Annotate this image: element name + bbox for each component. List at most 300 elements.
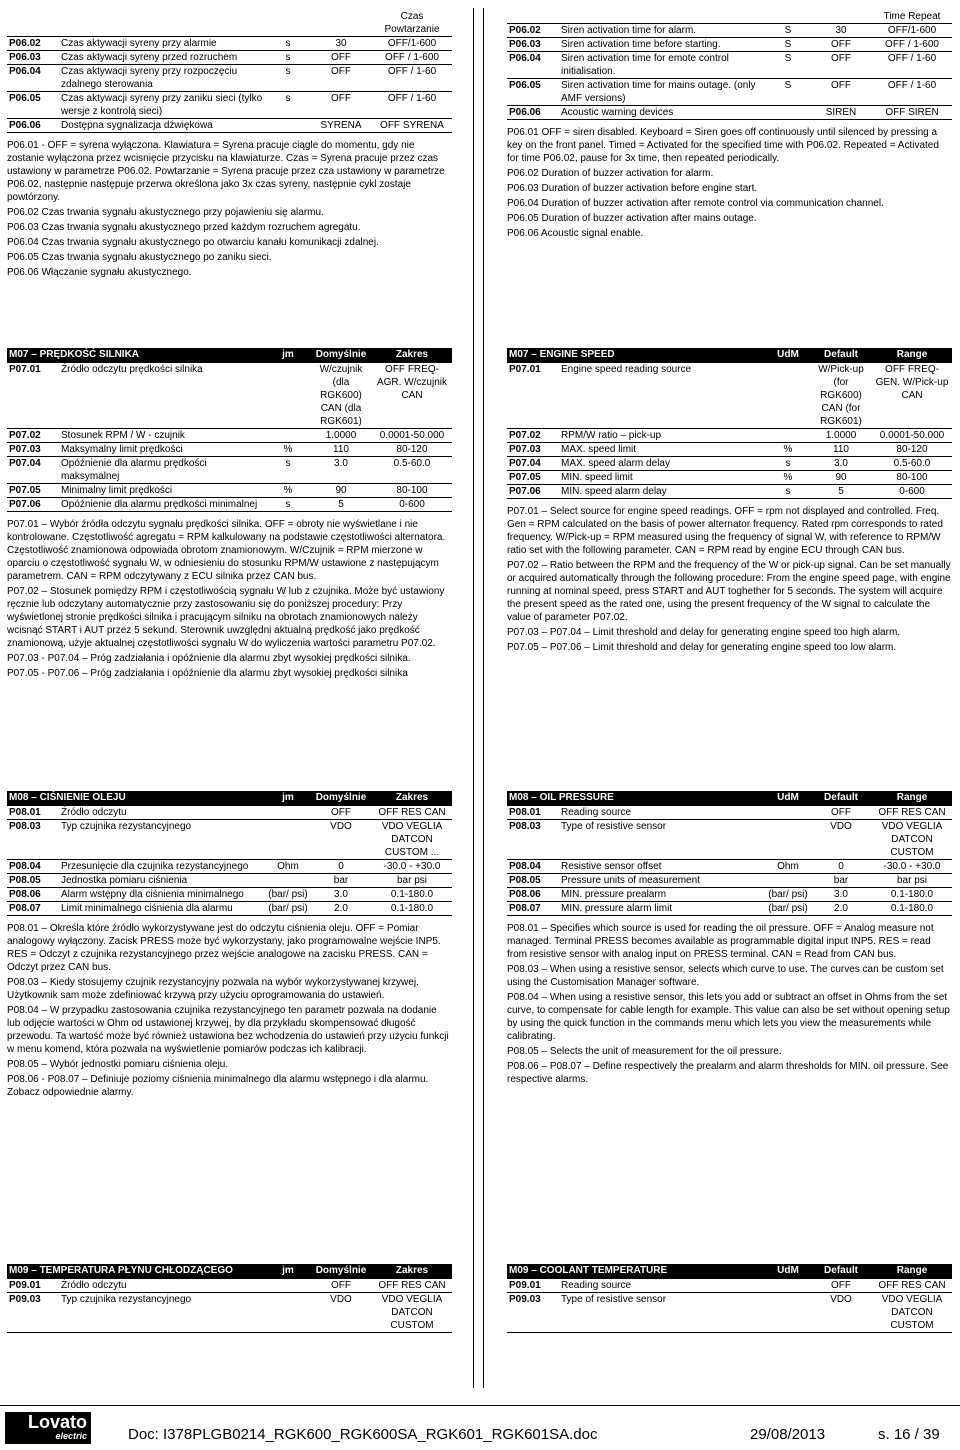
- parameter-code: P08.05: [7, 874, 59, 888]
- default-column-header: Default: [810, 791, 872, 806]
- parameter-unit: Ohm: [266, 860, 310, 874]
- parameter-range: -30.0 - +30.0: [372, 860, 452, 874]
- parameter-table: [7, 1264, 452, 1333]
- parameter-range: 0.1-180.0: [372, 902, 452, 916]
- repeat-column-label: Time Repeat: [872, 10, 952, 24]
- parameter-default: VDO: [810, 1293, 872, 1333]
- note-paragraph: P06.06 Acoustic signal enable.: [507, 228, 644, 239]
- parameter-description: Reading source: [559, 1279, 766, 1293]
- parameter-range: OFF FREQ-AGR. W/czujnik CAN: [372, 363, 452, 429]
- table-row: [7, 820, 452, 860]
- note-paragraph: P06.02 Czas trwania sygnału akustycznego przy pojawieniu się alarmu.: [7, 207, 324, 218]
- m07-section: [507, 348, 952, 654]
- parameter-default: 90: [310, 484, 372, 498]
- parameter-description: Pressure units of measurement: [559, 874, 766, 888]
- parameter-default: OFF: [810, 1279, 872, 1293]
- parameter-description: Czas aktywacji syreny przy alarmie: [59, 37, 266, 51]
- parameter-unit: [266, 1279, 310, 1293]
- parameter-code: P06.05: [7, 92, 59, 119]
- parameter-description: Dostępna sygnalizacja dźwiękowa: [59, 119, 266, 133]
- parameter-default: 2.0: [310, 902, 372, 916]
- table-row: [7, 860, 452, 874]
- parameter-range: OFF / 1-600: [872, 38, 952, 52]
- parameter-unit: [766, 874, 810, 888]
- parameter-range: OFF RES CAN: [872, 1279, 952, 1293]
- parameter-unit: %: [266, 484, 310, 498]
- parameter-code: P08.03: [7, 820, 59, 860]
- section-title: M08 – CIŚNIENIE OLEJU: [7, 791, 266, 806]
- parameter-unit: S: [766, 79, 810, 106]
- parameter-table: [507, 1264, 952, 1333]
- note-paragraph: P06.04 Czas trwania sygnału akustycznego po otwarciu kanału komunikacji zdalnej.: [7, 237, 379, 248]
- parameter-code: P06.02: [7, 37, 59, 51]
- parameter-code: P07.05: [7, 484, 59, 498]
- parameter-code: P06.04: [7, 65, 59, 92]
- parameter-range: VDO VEGLIA DATCON CUSTOM: [372, 1293, 452, 1333]
- parameter-unit: %: [766, 443, 810, 457]
- parameter-code: P06.04: [507, 52, 559, 79]
- note-paragraph: P06.03 Duration of buzzer activation before engine start.: [507, 183, 758, 194]
- parameter-code: P08.04: [7, 860, 59, 874]
- parameter-code: P07.05: [507, 471, 559, 485]
- parameter-table: [507, 791, 952, 916]
- parameter-default: OFF: [810, 806, 872, 820]
- parameter-unit: Ohm: [766, 860, 810, 874]
- parameter-description: Engine speed reading source: [559, 363, 766, 429]
- table-row: [7, 1279, 452, 1293]
- parameter-description: Czas aktywacji syreny przy rozpoczęciu zdalnego sterowania: [59, 65, 266, 92]
- table-row: [7, 498, 452, 512]
- parameter-unit: [266, 806, 310, 820]
- parameter-description: Czas aktywacji syreny przed rozruchem: [59, 51, 266, 65]
- parameter-code: P08.01: [7, 806, 59, 820]
- parameter-range: OFF / 1-600: [372, 51, 452, 65]
- header-spacer: [507, 10, 872, 24]
- parameter-description: Acoustic warning devices: [559, 106, 766, 120]
- note-paragraph: P06.02 Duration of buzzer activation for alarm.: [507, 168, 714, 179]
- parameter-unit: [266, 363, 310, 429]
- parameter-unit: (bar/ psi): [766, 902, 810, 916]
- parameter-description: Siren activation time before starting.: [559, 38, 766, 52]
- table-row: [507, 24, 952, 38]
- parameter-range: 0.1-180.0: [872, 888, 952, 902]
- note-paragraph: P08.04 – W przypadku zastosowania czujnika rezystancyjnego ten parametr pozwala na dodanie lub odjęcie wartości w Ohm od ustawionej krzywej, by dla przykładu skompensować długość przewodu. Ta wartość może być również ustawiona bez wchodzenia do ustawień przy użyciu funkcji w menu komend, która pozwala na wyświetlenie pomiarów podczas ich kalibracji.: [7, 1005, 449, 1055]
- parameter-code: P09.01: [7, 1279, 59, 1293]
- table-header-row: [7, 348, 452, 363]
- parameter-default: 3.0: [310, 888, 372, 902]
- parameter-notes: [7, 518, 452, 680]
- default-column-header: Default: [810, 348, 872, 363]
- parameter-range: OFF / 1-60: [872, 79, 952, 106]
- parameter-unit: s: [266, 457, 310, 484]
- parameter-range: OFF RES CAN: [372, 806, 452, 820]
- parameter-description: Type of resistive sensor: [559, 820, 766, 860]
- repeat-column-label: Czas Powtarzanie: [372, 10, 452, 37]
- parameter-code: P09.01: [507, 1279, 559, 1293]
- note-paragraph: P08.01 – Określa które źródło wykorzystywane jest do odczytu ciśnienia oleju. OFF = Pomiar analogowy wyłączony. Zacisk PRESS może być wykorzystany, jako programowalne wejście INP5. RES = Odczyt z czujnika rezystancyjnego przez wejście analogowe na zacisku PRESS. CAN = Odczyt przez CAN bus.: [7, 923, 441, 973]
- parameter-unit: [766, 820, 810, 860]
- parameter-unit: (bar/ psi): [266, 888, 310, 902]
- parameter-description: Typ czujnika rezystancyjnego: [59, 820, 266, 860]
- parameter-range: 0.0001-50.000: [372, 429, 452, 443]
- parameter-unit: %: [266, 443, 310, 457]
- parameter-unit: S: [766, 24, 810, 38]
- table-row: [7, 457, 452, 484]
- parameter-range: bar psi: [372, 874, 452, 888]
- parameter-description: Siren activation time for alarm.: [559, 24, 766, 38]
- parameter-unit: s: [766, 485, 810, 499]
- parameter-code: P08.01: [507, 806, 559, 820]
- note-paragraph: P07.01 – Select source for engine speed readings. OFF = rpm not displayed and controlled. Freq. Gen = RPM calculated on the basis of power alternator frequency. Rated rpm corresponds to rated frequency. W/Pick-up = RPM measured using the frequency of signal W, with reference to RPM/W ratio set with the following parameter. CAN = RPM read by engine ECU through CAN bus.: [507, 506, 943, 556]
- default-column-header: Domyślnie: [310, 1264, 372, 1279]
- note-paragraph: P08.03 – When using a resistive sensor, selects which curve to use. The curves can be custom set using the Customisation Manager software.: [507, 964, 944, 988]
- range-column-header: Zakres: [372, 348, 452, 363]
- unit-column-header: jm: [266, 1264, 310, 1279]
- parameter-description: Reading source: [559, 806, 766, 820]
- table-row: [507, 429, 952, 443]
- parameter-default: bar: [810, 874, 872, 888]
- table-row: [507, 106, 952, 120]
- parameter-code: P06.05: [507, 79, 559, 106]
- parameter-code: P06.06: [7, 119, 59, 133]
- parameter-default: 30: [810, 24, 872, 38]
- note-paragraph: P07.03 – P07.04 – Limit threshold and delay for generating engine speed too high alarm.: [507, 627, 901, 638]
- parameter-range: -30.0 - +30.0: [872, 860, 952, 874]
- p06-section: [7, 10, 452, 279]
- parameter-unit: %: [766, 471, 810, 485]
- parameter-description: Siren activation time for mains outage. (only AMF versions): [559, 79, 766, 106]
- parameter-range: OFF RES CAN: [372, 1279, 452, 1293]
- parameter-default: 30: [310, 37, 372, 51]
- parameter-table: [7, 791, 452, 916]
- default-column-header: Default: [810, 1264, 872, 1279]
- parameter-default: 1.0000: [310, 429, 372, 443]
- note-paragraph: P08.05 – Selects the unit of measurement for the oil pressure.: [507, 1046, 782, 1057]
- parameter-unit: S: [766, 52, 810, 79]
- parameter-range: OFF/1-600: [372, 37, 452, 51]
- range-column-header: Zakres: [372, 791, 452, 806]
- note-paragraph: P06.03 Czas trwania sygnału akustycznego przed każdym rozruchem agregatu.: [7, 222, 361, 233]
- parameter-unit: [766, 106, 810, 120]
- parameter-description: Źródło odczytu: [59, 1279, 266, 1293]
- table-row: [7, 363, 452, 429]
- parameter-unit: S: [766, 38, 810, 52]
- parameter-notes: [7, 139, 452, 279]
- range-column-header: Range: [872, 791, 952, 806]
- table-row: [7, 443, 452, 457]
- table-row: [507, 888, 952, 902]
- parameter-unit: s: [266, 498, 310, 512]
- note-paragraph: P06.04 Duration of buzzer activation after remote control via communication channel.: [507, 198, 884, 209]
- unit-column-header: jm: [266, 791, 310, 806]
- parameter-unit: s: [266, 65, 310, 92]
- parameter-default: 0: [810, 860, 872, 874]
- page-footer: [0, 1405, 960, 1450]
- table-row: [507, 52, 952, 79]
- section-title: M08 – OIL PRESSURE: [507, 791, 766, 806]
- note-paragraph: P06.05 Czas trwania sygnału akustycznego po zaniku sieci.: [7, 252, 272, 263]
- parameter-default: OFF: [310, 51, 372, 65]
- parameter-notes: [507, 126, 952, 240]
- parameter-code: P08.04: [507, 860, 559, 874]
- header-spacer: [7, 10, 372, 37]
- table-header-row: [507, 10, 952, 24]
- parameter-description: Jednostka pomiaru ciśnienia: [59, 874, 266, 888]
- parameter-table: [507, 10, 952, 120]
- table-row: [7, 92, 452, 119]
- parameter-range: VDO VEGLIA DATCON CUSTOM: [872, 1293, 952, 1333]
- parameter-code: P07.03: [7, 443, 59, 457]
- table-row: [507, 79, 952, 106]
- parameter-code: P07.02: [7, 429, 59, 443]
- table-row: [7, 806, 452, 820]
- table-row: [507, 471, 952, 485]
- unit-column-header: jm: [266, 348, 310, 363]
- table-row: [7, 51, 452, 65]
- table-header-row: [7, 1264, 452, 1279]
- parameter-default: SIREN: [810, 106, 872, 120]
- parameter-default: VDO: [810, 820, 872, 860]
- table-header-row: [7, 10, 452, 37]
- parameter-range: OFF/1-600: [872, 24, 952, 38]
- parameter-default: OFF: [810, 52, 872, 79]
- parameter-range: 0.1-180.0: [872, 902, 952, 916]
- table-row: [7, 119, 452, 133]
- parameter-unit: s: [766, 457, 810, 471]
- parameter-unit: (bar/ psi): [266, 902, 310, 916]
- parameter-code: P06.03: [507, 38, 559, 52]
- parameter-code: P09.03: [507, 1293, 559, 1333]
- parameter-default: OFF: [810, 38, 872, 52]
- range-column-header: Zakres: [372, 1264, 452, 1279]
- parameter-description: MIN. speed limit: [559, 471, 766, 485]
- parameter-description: Alarm wstępny dla ciśnienia minimalnego: [59, 888, 266, 902]
- parameter-description: Czas aktywacji syreny przy zaniku sieci (tylko wersje z kontrolą sieci): [59, 92, 266, 119]
- table-row: [507, 860, 952, 874]
- table-row: [507, 1293, 952, 1333]
- parameter-code: P07.03: [507, 443, 559, 457]
- unit-column-header: UdM: [766, 1264, 810, 1279]
- parameter-description: Źródło odczytu prędkości silnika: [59, 363, 266, 429]
- note-paragraph: P07.01 – Wybór źródła odczytu sygnału prędkości silnika. OFF = obroty nie wyświetlane i nie kontrolowane. Częstotliwość agregatu = RPM kalkulowany na podstawie częstotliwości alternatora. Częstotliwość znamionowa odpowiada obrotom znamionowym. W/Czujnik = RPM mierzone w oparciu o częstotliwość sygnału W, w odniesieniu do stosunku RPM/W ustawione z następującym parametrem. CAN = RPM odczytywany z ECU silnika przez CAN bus.: [7, 519, 446, 582]
- table-header-row: [507, 1264, 952, 1279]
- table-header-row: [507, 791, 952, 806]
- note-paragraph: P08.06 - P08.07 – Definiuje poziomy ciśnienia minimalnego dla alarmu wstępnego i dla alarmu. Zobacz odpowiednie alarmy.: [7, 1074, 429, 1098]
- table-header-row: [7, 791, 452, 806]
- parameter-description: MAX. speed alarm delay: [559, 457, 766, 471]
- table-row: [507, 874, 952, 888]
- parameter-default: 90: [810, 471, 872, 485]
- parameter-default: 3.0: [810, 888, 872, 902]
- parameter-table: [507, 348, 952, 499]
- parameter-description: Źródło odczytu: [59, 806, 266, 820]
- table-row: [507, 1279, 952, 1293]
- parameter-unit: (bar/ psi): [766, 888, 810, 902]
- parameter-description: RPM/W ratio – pick-up: [559, 429, 766, 443]
- parameter-table: [7, 348, 452, 512]
- note-paragraph: P08.06 – P08.07 – Define respectively the prealarm and alarm thresholds for MIN. oil pressure. See respective alarms.: [507, 1061, 949, 1085]
- parameter-default: 3.0: [810, 457, 872, 471]
- parameter-default: 2.0: [810, 902, 872, 916]
- parameter-unit: [766, 429, 810, 443]
- parameter-code: P07.04: [7, 457, 59, 484]
- parameter-description: Opóźnienie dla alarmu prędkości minimalnej: [59, 498, 266, 512]
- parameter-range: 80-120: [372, 443, 452, 457]
- unit-column-header: UdM: [766, 791, 810, 806]
- parameter-default: W/Pick-up (for RGK600) CAN (for RGK601): [810, 363, 872, 429]
- parameter-description: Przesunięcie dla czujnika rezystancyjnego: [59, 860, 266, 874]
- parameter-description: Limit minimalnego ciśnienia dla alarmu: [59, 902, 266, 916]
- parameter-code: P08.07: [507, 902, 559, 916]
- table-row: [507, 38, 952, 52]
- parameter-default: OFF: [810, 79, 872, 106]
- note-paragraph: P08.05 – Wybór jednostki pomiaru ciśnienia oleju.: [7, 1059, 229, 1070]
- parameter-code: P06.03: [7, 51, 59, 65]
- parameter-range: 0.1-180.0: [372, 888, 452, 902]
- parameter-default: OFF: [310, 65, 372, 92]
- parameter-unit: [266, 429, 310, 443]
- parameter-unit: s: [266, 51, 310, 65]
- parameter-default: 5: [310, 498, 372, 512]
- note-paragraph: P08.03 – Kiedy stosujemy czujnik rezystancyjny pozwala na wybór wykorzystywanej krzywej. Użytkownik sam może zdefiniować krzywą przy użyciu oprogramowania do ustawień.: [7, 977, 419, 1001]
- parameter-unit: [266, 874, 310, 888]
- document-name: Doc: I378PLGB0214_RGK600_RGK600SA_RGK601_RGK601SA.doc: [128, 1426, 598, 1443]
- parameter-default: OFF: [310, 806, 372, 820]
- section-title: M07 – PRĘDKOŚĆ SILNIKA: [7, 348, 266, 363]
- table-row: [507, 443, 952, 457]
- parameter-notes: [507, 505, 952, 654]
- parameter-unit: s: [266, 37, 310, 51]
- table-header-row: [507, 348, 952, 363]
- parameter-description: Maksymalny limit prędkości: [59, 443, 266, 457]
- table-row: [507, 485, 952, 499]
- parameter-description: MIN. pressure prealarm: [559, 888, 766, 902]
- table-row: [507, 457, 952, 471]
- parameter-range: 0-600: [372, 498, 452, 512]
- parameter-table: [7, 10, 452, 133]
- parameter-description: Minimalny limit prędkości: [59, 484, 266, 498]
- parameter-description: Typ czujnika rezystancyjnego: [59, 1293, 266, 1333]
- parameter-unit: [266, 1293, 310, 1333]
- parameter-range: 0.5-60.0: [372, 457, 452, 484]
- parameter-code: P06.02: [507, 24, 559, 38]
- parameter-range: OFF SYRENA: [372, 119, 452, 133]
- parameter-default: 1.0000: [810, 429, 872, 443]
- note-paragraph: P07.05 – P07.06 – Limit threshold and delay for generating engine speed too low alarm.: [507, 642, 897, 653]
- parameter-range: OFF SIREN: [872, 106, 952, 120]
- section-title: M07 – ENGINE SPEED: [507, 348, 766, 363]
- parameter-description: Siren activation time for emote control initialisation.: [559, 52, 766, 79]
- table-row: [7, 429, 452, 443]
- parameter-description: Resistive sensor offset: [559, 860, 766, 874]
- parameter-code: P07.04: [507, 457, 559, 471]
- note-paragraph: P06.01 - OFF = syrena wyłączona. Klawiatura = Syrena pracuje ciągle do momentu, gdy nie zostanie wyłączona przez wcisnięcie przycisku na klawiaturze. Czas = Syrena pracuje przez czas ustawiony w parametrze P06.02. Powtarzanie = Syrena pracuje przez cza ustawiony w parametrze P06.02, następnie następuje przerwa określona jako 3x czas syreny, następnie cykl zostaje powtórzony.: [7, 140, 445, 203]
- table-row: [7, 874, 452, 888]
- column-divider: [473, 8, 474, 1388]
- parameter-default: 0: [310, 860, 372, 874]
- parameter-code: P08.06: [507, 888, 559, 902]
- parameter-range: bar psi: [872, 874, 952, 888]
- note-paragraph: P07.05 - P07.06 – Próg zadziałania i opóźnienie dla alarmu zbyt wysokiej prędkości silnika: [7, 668, 408, 679]
- parameter-code: P06.06: [507, 106, 559, 120]
- section-title: M09 – COOLANT TEMPERATURE: [507, 1264, 766, 1279]
- unit-column-header: UdM: [766, 348, 810, 363]
- parameter-range: 80-100: [372, 484, 452, 498]
- note-paragraph: P06.01 OFF = siren disabled. Keyboard = Siren goes off continuously until silenced by pressing a key on the front panel. Timed = Activated for the specified time with P06.02. Repeated = Activated for time P06.02, pause for 3x time, then repeated periodically.: [507, 127, 939, 164]
- parameter-notes: [7, 922, 452, 1099]
- parameter-range: VDO VEGLIA DATCON CUSTOM: [872, 820, 952, 860]
- parameter-code: P09.03: [7, 1293, 59, 1333]
- parameter-code: P08.07: [7, 902, 59, 916]
- m08-section: [507, 791, 952, 1086]
- table-row: [7, 902, 452, 916]
- table-row: [507, 363, 952, 429]
- range-column-header: Range: [872, 1264, 952, 1279]
- parameter-unit: s: [266, 92, 310, 119]
- note-paragraph: P07.03 - P07.04 – Próg zadziałania i opóźnienie dla alarmu zbyt wysokiej prędkości silnika.: [7, 653, 411, 664]
- page-number: s. 16 / 39: [878, 1426, 940, 1443]
- note-paragraph: P07.02 – Stosunek pomiędzy RPM i częstotliwością sygnału W lub z czujnika. Może być ustawiony ręcznie lub odczytany automatycznie przy zastosowaniu się do poniższej procedury: Przy wyświetlonej stronie prędkości silnika i pracującym silniku na obrotach znamionowych należy wcisnąć START i AUT przez 5 sekund. Sterownik uwzględni aktualną prędkość jako prędkość znamionową, użyje aktualnej częstotliwości sygnału W do wyliczenia wartości parametru P07.02.: [7, 586, 445, 649]
- table-row: [7, 484, 452, 498]
- parameter-unit: [766, 806, 810, 820]
- parameter-default: VDO: [310, 1293, 372, 1333]
- parameter-code: P07.01: [507, 363, 559, 429]
- parameter-default: bar: [310, 874, 372, 888]
- document-date: 29/08/2013: [750, 1426, 826, 1443]
- parameter-code: P07.06: [7, 498, 59, 512]
- table-row: [7, 37, 452, 51]
- table-row: [507, 820, 952, 860]
- table-row: [7, 1293, 452, 1333]
- parameter-range: 0-600: [872, 485, 952, 499]
- parameter-default: SYRENA: [310, 119, 372, 133]
- parameter-description: MIN. pressure alarm limit: [559, 902, 766, 916]
- parameter-description: MIN. speed alarm delay: [559, 485, 766, 499]
- parameter-default: 3.0: [310, 457, 372, 484]
- parameter-default: VDO: [310, 820, 372, 860]
- parameter-default: 5: [810, 485, 872, 499]
- parameter-range: OFF / 1-60: [872, 52, 952, 79]
- table-row: [7, 65, 452, 92]
- parameter-code: P07.02: [507, 429, 559, 443]
- lovato-logo: [5, 1412, 91, 1444]
- note-paragraph: P08.04 – When using a resistive sensor, this lets you add or subtract an offset in Ohms from the set curve, to compensate for cable length for example. This value can also be set without opening setup by using the quick function in the commands menu which lets you view the measurements while calibrating.: [507, 992, 950, 1042]
- note-paragraph: P07.02 – Ratio between the RPM and the frequency of the W or pick-up signal. Can be set manually or acquired automatically through the following procedure: From the engine speed page, with engine running at nominal speed, press START and AUT toghether for 5 seconds. The system will acquire the present speed as the rated one, using the present frequency of the W signal to calculate the value of parameter P07.02.: [507, 560, 951, 623]
- parameter-description: Stosunek RPM / W - czujnik: [59, 429, 266, 443]
- parameter-description: Opóźnienie dla alarmu prędkości maksymalnej: [59, 457, 266, 484]
- parameter-description: MAX. speed limit: [559, 443, 766, 457]
- parameter-code: P07.01: [7, 363, 59, 429]
- parameter-notes: [507, 922, 952, 1086]
- parameter-code: P08.06: [7, 888, 59, 902]
- parameter-code: P08.03: [507, 820, 559, 860]
- parameter-description: Type of resistive sensor: [559, 1293, 766, 1333]
- parameter-range: VDO VEGLIA DATCON CUSTOM ...: [372, 820, 452, 860]
- parameter-unit: [266, 119, 310, 133]
- parameter-unit: [766, 1293, 810, 1333]
- table-row: [507, 806, 952, 820]
- parameter-default: W/czujnik (dla RGK600) CAN (dla RGK601): [310, 363, 372, 429]
- parameter-range: 0.5-60.0: [872, 457, 952, 471]
- parameter-range: OFF / 1-60: [372, 65, 452, 92]
- table-row: [507, 902, 952, 916]
- parameter-default: 110: [310, 443, 372, 457]
- p06-section: [507, 10, 952, 240]
- parameter-code: P07.06: [507, 485, 559, 499]
- m07-section: [7, 348, 452, 680]
- table-row: [7, 888, 452, 902]
- parameter-code: P08.05: [507, 874, 559, 888]
